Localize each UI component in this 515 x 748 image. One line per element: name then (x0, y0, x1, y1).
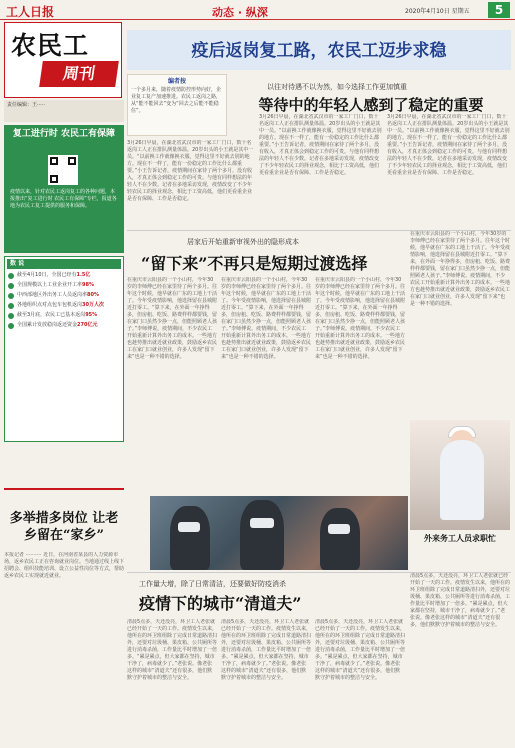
feature-box-title: 复工进行时 农民工有保障 (12, 129, 116, 139)
article1-body-col3: 3月26日早晨，在湖北省武汉市的一家工厂门口，数十名返岗工人正在排队测量体温。20岁出头的小王就是其中一员。“以前换工作就像换衣服，觉得这里不好就去别的地方。现在不一样了，能有一份稳定的工作比什么都重要。”小王告诉记者，疫情期间在家待了两个多月，没有收入，才真正体会到稳定工作的可贵。与他有同样想法的年轻人不在少数。记者在多地采访发现，疫情改变了不少年轻农民工的择业观念，相比于工资高低，他们更看重企业是否有保障、工作是否稳定。 (387, 114, 510, 176)
data-item: 全国规模以上工业企业开工率98% (7, 282, 121, 289)
main-title: 疫后返岗复工路，农民工迈步求稳 (191, 41, 447, 61)
editor-note-label: 编者按 (167, 78, 186, 85)
article2-headline: “留下来”不再只是短期过渡选择 (141, 254, 368, 273)
data-item: 截至4月10日，全国已经有1.5亿 (7, 272, 121, 279)
nameplate-weekly: 周刊 (39, 61, 119, 87)
masthead-bar (0, 0, 515, 20)
article4-body-col4: 清晨5点多，天还没亮，环卫工人老张就已经开始了一天的工作。疫情发生以来，他所在的环卫班组除了完成日常道路清扫外，还要对垃圾桶、果皮箱、公共厕所等进行消毒杀菌，工作量比平时增加了一倍多。“累是累点，但大家都在坚持，城市干净了，病毒就少了。”老张说。像老张这样的城市“清道夫”还有很多，他们默默守护着城市的整洁与安全。 (410, 573, 510, 628)
left-column (4, 22, 124, 474)
editor-note-text: 一个多月来，随着疫情防控形势向好，企业复工复产加速推进。农民工返岗之路，从“能不能回去”变为“回去之后能不能稳住”。 (131, 87, 222, 114)
photo-mask (328, 524, 350, 534)
bullet-icon (8, 313, 14, 319)
data-box-head: 数 说 (7, 259, 121, 269)
bullet-icon (8, 323, 14, 329)
data-item: 各地组织点对点包车包机返岗30万人次 (7, 302, 121, 309)
street-crowd-photo (150, 496, 408, 570)
article4-body-col2: 清晨5点多，天还没亮，环卫工人老张就已经开始了一天的工作。疫情发生以来，他所在的环卫班组除了完成日常道路清扫外，还要对垃圾桶、果皮箱、公共厕所等进行消毒杀菌，工作量比平时增加了一倍多。“累是累点，但大家都在坚持，城市干净了，病毒就少了。”老张说。像老张这样的城市“清道夫”还有很多，他们默默守护着城市的整洁与安全。 (221, 619, 311, 681)
bullet-icon (8, 293, 14, 299)
nameplate-title: 农民工 (11, 31, 90, 60)
paper-logo: 工人日报 (6, 5, 55, 19)
photo-figure (440, 440, 484, 520)
data-item: 全国累计发放稳岗返还资金270亿元 (7, 322, 121, 329)
job-seeker-photo (410, 420, 510, 530)
article3-headline: 多举措多岗位 让老乡留在“家乡” (9, 511, 119, 543)
article4-body-col1: 清晨5点多，天还没亮，环卫工人老张就已经开始了一天的工作。疫情发生以来，他所在的环卫班组除了完成日常道路清扫外，还要对垃圾桶、果皮箱、公共厕所等进行消毒杀菌，工作量比平时增加了一倍多。“累是累点，但大家都在坚持，城市干净了，病毒就少了。”老张说。像老张这样的城市“清道夫”还有很多，他们默默守护着城市的整洁与安全。 (127, 619, 217, 681)
article2-body-col4: 在重庆市云阳县的一个小山村，今年30岁的李师傅已经在家里待了两个多月。往年这个时候，他早就在广东的工地上干活了。今年受疫情影响，他选择留在县城附近打零工。“算下来，在外面一年挣得多，但房租、吃饭、路费样样都要钱，留在家门口虽然少挣一点，但能照顾老人孩子。”李师傅说。疫情期间，不少农民工开始重新计算外出务工的成本。一些地方也趁势推出就近就业政策，鼓励返乡农民工在家门口就业创业，许多人发现“留下来”也是一种不错的选择。 (410, 231, 510, 307)
section-name: 动态 · 纵深 (212, 6, 268, 19)
article-local-jobs (4, 488, 124, 744)
article4-body-col3: 清晨5点多，天还没亮，环卫工人老张就已经开始了一天的工作。疫情发生以来，他所在的环卫班组除了完成日常道路清扫外，还要对垃圾桶、果皮箱、公共厕所等进行消毒杀菌，工作量比平时增加了一倍多。“累是累点，但大家都在坚持，城市干净了，病毒就少了。”老张说。像老张这样的城市“清道夫”还有很多，他们默默守护着城市的整洁与安全。 (315, 619, 405, 681)
data-box (4, 256, 124, 442)
article1-kicker: 以往对待遇不以为然，如今选择工作更加慎重 (267, 83, 407, 91)
article3-body: 本报记者 ·········· 近日，在河南省某县的人力资源市场，返乡农民工正在咨询就业岗位。当地通过线上线下招聘会、组织技能培训、设立公益性岗位等方式，帮助返乡农民工实现就近就业。 (4, 552, 124, 579)
bullet-icon (8, 283, 14, 289)
article2-kicker: 居家后开始重新审视外出的隐形成本 (187, 238, 299, 246)
issue-date: 2020年4月10日 星期五 (405, 8, 470, 15)
page-number: 5 (488, 2, 510, 18)
article2-body-col3: 在重庆市云阳县的一个小山村，今年30岁的李师傅已经在家里待了两个多月。往年这个时候，他早就在广东的工地上干活了。今年受疫情影响，他选择留在县城附近打零工。“算下来，在外面一年挣得多，但房租、吃饭、路费样样都要钱，留在家门口虽然少挣一点，但能照顾老人孩子。”李师傅说。疫情期间，不少农民工开始重新计算外出务工的成本。一些地方也趁势推出就近就业政策，鼓励返乡农民工在家门口就业创业，许多人发现“留下来”也是一种不错的选择。 (315, 277, 405, 360)
editor-credit: 责任编辑：王····· (4, 100, 124, 122)
photo-mask (178, 522, 200, 532)
bullet-icon (8, 303, 14, 309)
article1-headline: 等待中的年轻人感到了稳定的重要 (258, 96, 484, 114)
qr-code-icon (48, 155, 78, 185)
photo-figure (240, 500, 284, 570)
data-item: 截至3月底，农民工已基本返岗95% (7, 312, 121, 319)
article2-body-col2: 在重庆市云阳县的一个小山村，今年30岁的李师傅已经在家里待了两个多月。往年这个时候，他早就在广东的工地上干活了。今年受疫情影响，他选择留在县城附近打零工。“算下来，在外面一年挣得多，但房租、吃饭、路费样样都要钱，留在家门口虽然少挣一点，但能照顾老人孩子。”李师傅说。疫情期间，不少农民工开始重新计算外出务工的成本。一些地方也趁势推出就近就业政策，鼓励返乡农民工在家门口就业创业，许多人发现“留下来”也是一种不错的选择。 (221, 277, 311, 360)
photo2-caption: 外来务工人员求职忙 (424, 534, 496, 543)
feature-box-text: 疫情以来，针对农民工返岗复工的各种问题，本报推出“复工进行时 农民工有保障”专栏，报道各地为农民工复工提供的服务和保障。 (10, 189, 117, 209)
feature-box (4, 125, 124, 253)
weekly-nameplate (4, 22, 122, 98)
article4-headline: 疫情下的城市“清道夫” (139, 594, 302, 613)
photo-figure (170, 506, 210, 570)
article1-body-col2: 3月26日早晨，在湖北省武汉市的一家工厂门口，数十名返岗工人正在排队测量体温。20岁出头的小王就是其中一员。“以前换工作就像换衣服，觉得这里不好就去别的地方。现在不一样了，能有一份稳定的工作比什么都重要。”小王告诉记者，疫情期间在家待了两个多月，没有收入，才真正体会到稳定工作的可贵。与他有同样想法的年轻人不在少数。记者在多地采访发现，疫情改变了不少年轻农民工的择业观念，相比于工资高低，他们更看重企业是否有保障、工作是否稳定。 (259, 114, 382, 176)
photo-figure (320, 508, 360, 570)
photo-mask (250, 518, 274, 528)
article4-kicker: 工作量大增，除了日常清洁，还要做好防疫消杀 (139, 580, 286, 588)
article-young-workers (127, 74, 511, 224)
article1-body-col1: 3月26日早晨，在湖北省武汉市的一家工厂门口，数十名返岗工人正在排队测量体温。20岁出头的小王就是其中一员。“以前换工作就像换衣服，觉得这里不好就去别的地方。现在不一样了，能有一份稳定的工作比什么都重要。”小王告诉记者，疫情期间在家待了两个多月，没有收入，才真正体会到稳定工作的可贵。与他有同样想法的年轻人不在少数。记者在多地采访发现，疫情改变了不少年轻农民工的择业观念，相比于工资高低，他们更看重企业是否有保障、工作是否稳定。 (127, 140, 254, 202)
article-city-cleaners (127, 572, 511, 744)
article2-body-col1: 在重庆市云阳县的一个小山村，今年30岁的李师傅已经在家里待了两个多月。往年这个时候，他早就在广东的工地上干活了。今年受疫情影响，他选择留在县城附近打零工。“算下来，在外面一年挣得多，但房租、吃饭、路费样样都要钱，留在家门口虽然少挣一点，但能照顾老人孩子。”李师傅说。疫情期间，不少农民工开始重新计算外出务工的成本。一些地方也趁势推出就近就业政策，鼓励返乡农民工在家门口就业创业，许多人发现“留下来”也是一种不错的选择。 (127, 277, 217, 360)
editor-note (127, 74, 227, 136)
bullet-icon (8, 273, 14, 279)
data-item: 中西部地区外出务工人员返岗率80% (7, 292, 121, 299)
